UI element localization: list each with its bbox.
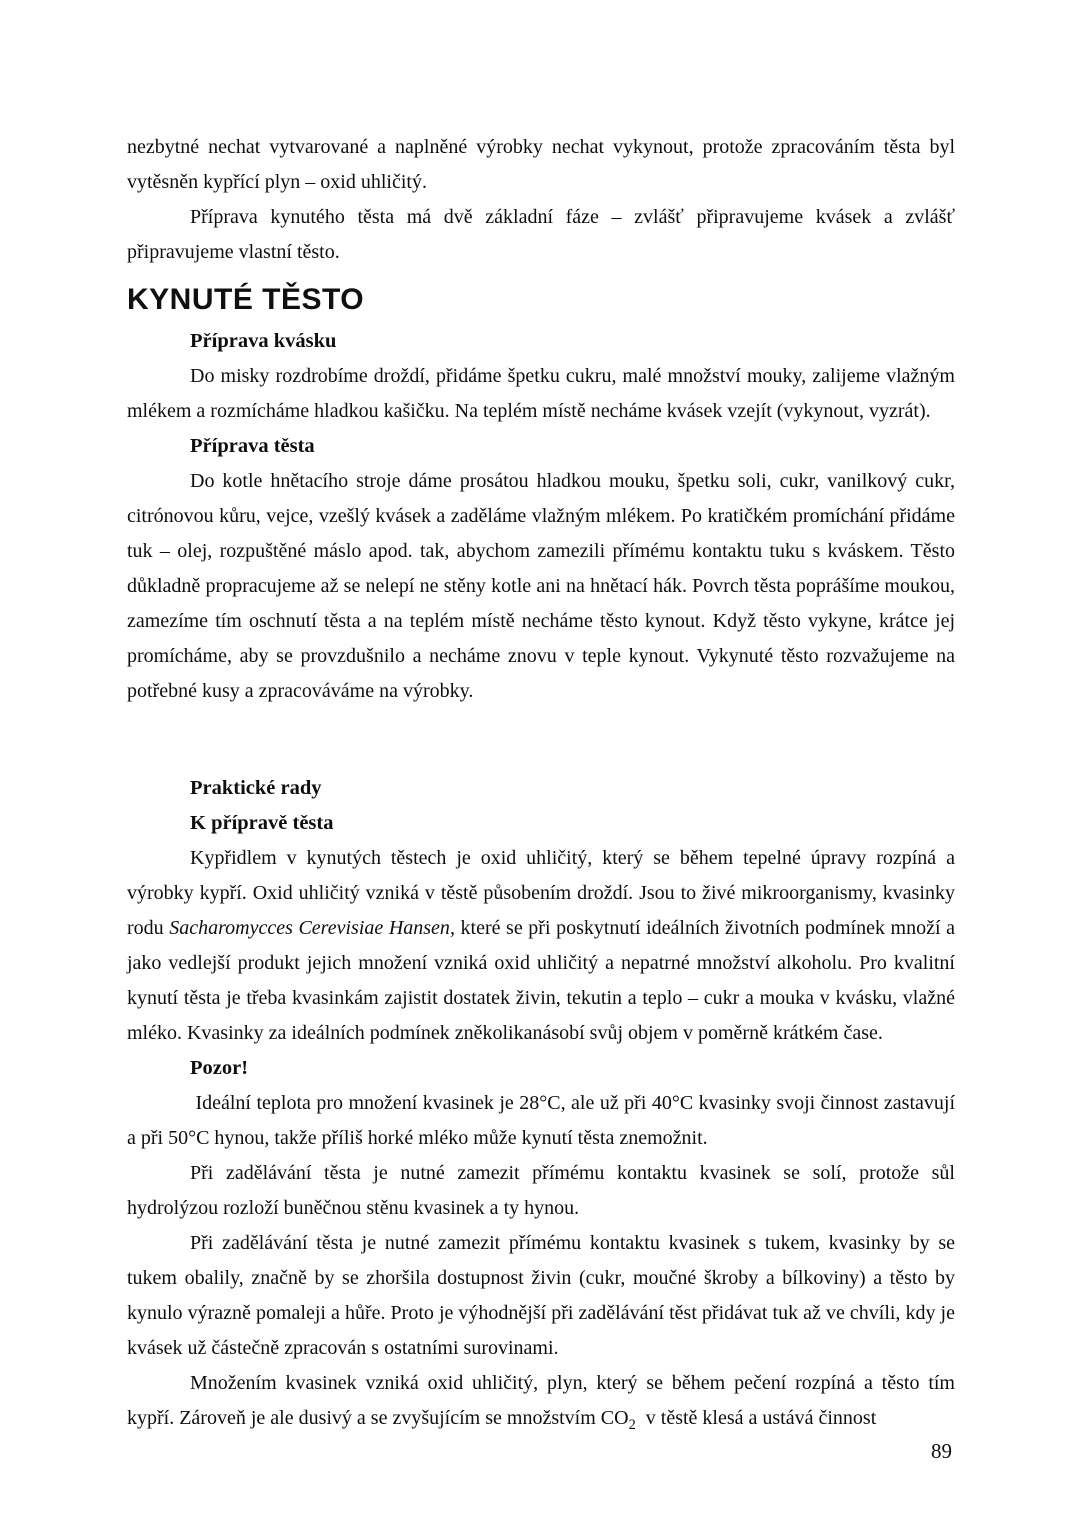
paragraph (127, 464, 955, 709)
text-run: Ideální teplota pro množení kvasinek je 28°C, ale už při 40°C kvasinky svoji činnost zastavují a při 50°C hynou, takže příliš horké mléko může kynutí těsta znemožnit. (127, 1092, 955, 1149)
paragraph (127, 841, 955, 1051)
paragraph (127, 1226, 955, 1366)
text-run: Do misky rozdrobíme droždí, přidáme špetku cukru, malé množství mouky, zalijeme vlažným mlékem a rozmícháme hladkou kašičku. Na teplém místě necháme kvásek vzejít (vykynout, vyzrát). (127, 365, 955, 422)
section-heading: Příprava kvásku (190, 330, 337, 352)
section-heading: Praktické rady (190, 777, 322, 799)
paragraph (127, 1366, 955, 1436)
text-run: v těstě klesá a ustává činnost (635, 1407, 877, 1429)
italic-text: Sacharomycces Cerevisiae Hansen (169, 917, 450, 939)
text-run: Při zadělávání těsta je nutné zamezit přímému kontaktu kvasinek se solí, protože sůl hydrolýzou rozloží buněčnou stěnu kvasinek a ty hynou. (127, 1162, 955, 1219)
section-heading: K přípravě těsta (190, 812, 334, 834)
section-heading: Pozor! (190, 1057, 249, 1079)
paragraph (127, 1086, 955, 1156)
text-run: Množením kvasinek vzniká oxid uhličitý, plyn, který se během pečení rozpíná a těsto tím kypří. Zároveň je ale dusivý a se zvyšujícím se množstvím CO (127, 1372, 955, 1429)
text-run: nezbytné nechat vytvarované a naplněné výrobky nechat vykynout, protože zpracováním těsta byl vytěsněn kypřící plyn – oxid uhličitý. (127, 136, 955, 193)
paragraph (127, 1156, 955, 1226)
subscript-text: 2 (628, 1417, 636, 1433)
paragraph (127, 130, 955, 200)
paragraph (127, 200, 955, 270)
text-run: Při zadělávání těsta je nutné zamezit přímému kontaktu kvasinek s tukem, kvasinky by se tukem obalily, značně by se zhoršila dostupnost živin (cukr, moučné škroby a bílkoviny) a těsto by kynulo výrazně pomaleji a hůře. Proto je výhodnější při zadělávání těst přidávat tuk až ve chvíli, kdy je kvásek už částečně zpracován s ostatními surovinami. (127, 1232, 955, 1359)
paragraph (127, 359, 955, 429)
section-heading: Příprava těsta (190, 435, 315, 457)
text-run: Příprava kynutého těsta má dvě základní fáze – zvlášť připravujeme kvásek a zvlášť připravujeme vlastní těsto. (127, 206, 955, 263)
text-run: Do kotle hnětacího stroje dáme prosátou hladkou mouku, špetku soli, cukr, vanilkový cukr, citrónovou kůru, vejce, vzešlý kvásek a zaděláme vlažným mlékem. Po kratičkém promíchání přidáme tuk – olej, rozpuštěné máslo apod. tak, abychom zamezili přímému kontaktu tuku s kváskem. Těsto důkladně propracujeme až se nelepí ne stěny kotle ani na hnětací hák. Povrch těsta poprášíme moukou, zamezíme tím oschnutí těsta a na teplém místě necháme těsto kynout. Když těsto vykyne, krátce jej promícháme, aby se provzdušnilo a necháme znovu v teple kynout. Vykynuté těsto rozvažujeme na potřebné kusy a zpracováváme na výrobky. (127, 470, 955, 702)
text-run: , které se při poskytnutí ideálních životních podmínek množí a jako vedlejší produkt jejich množení vzniká oxid uhličitý a nepatrné množství alkoholu. Pro kvalitní kynutí těsta je třeba kvasinkám zajistit dostatek živin, tekutin a teplo – cukr a mouka v kvásku, vlažné mléko. Kvasinky za ideálních podmínek zněkolikanásobí svůj objem v poměrně krátkém čase. (127, 917, 955, 1044)
page-number: 89 (931, 1439, 952, 1463)
chapter-heading: KYNUTÉ TĚSTO (127, 283, 365, 316)
text-run: Kypřidlem v kynutých těstech je oxid uhličitý, který se během tepelné úpravy rozpíná a výrobky kypří. Oxid uhličitý vzniká v těstě působením droždí. Jsou to živé mikroorganismy, kvasinky rodu (127, 847, 955, 939)
document-body (127, 130, 955, 1436)
